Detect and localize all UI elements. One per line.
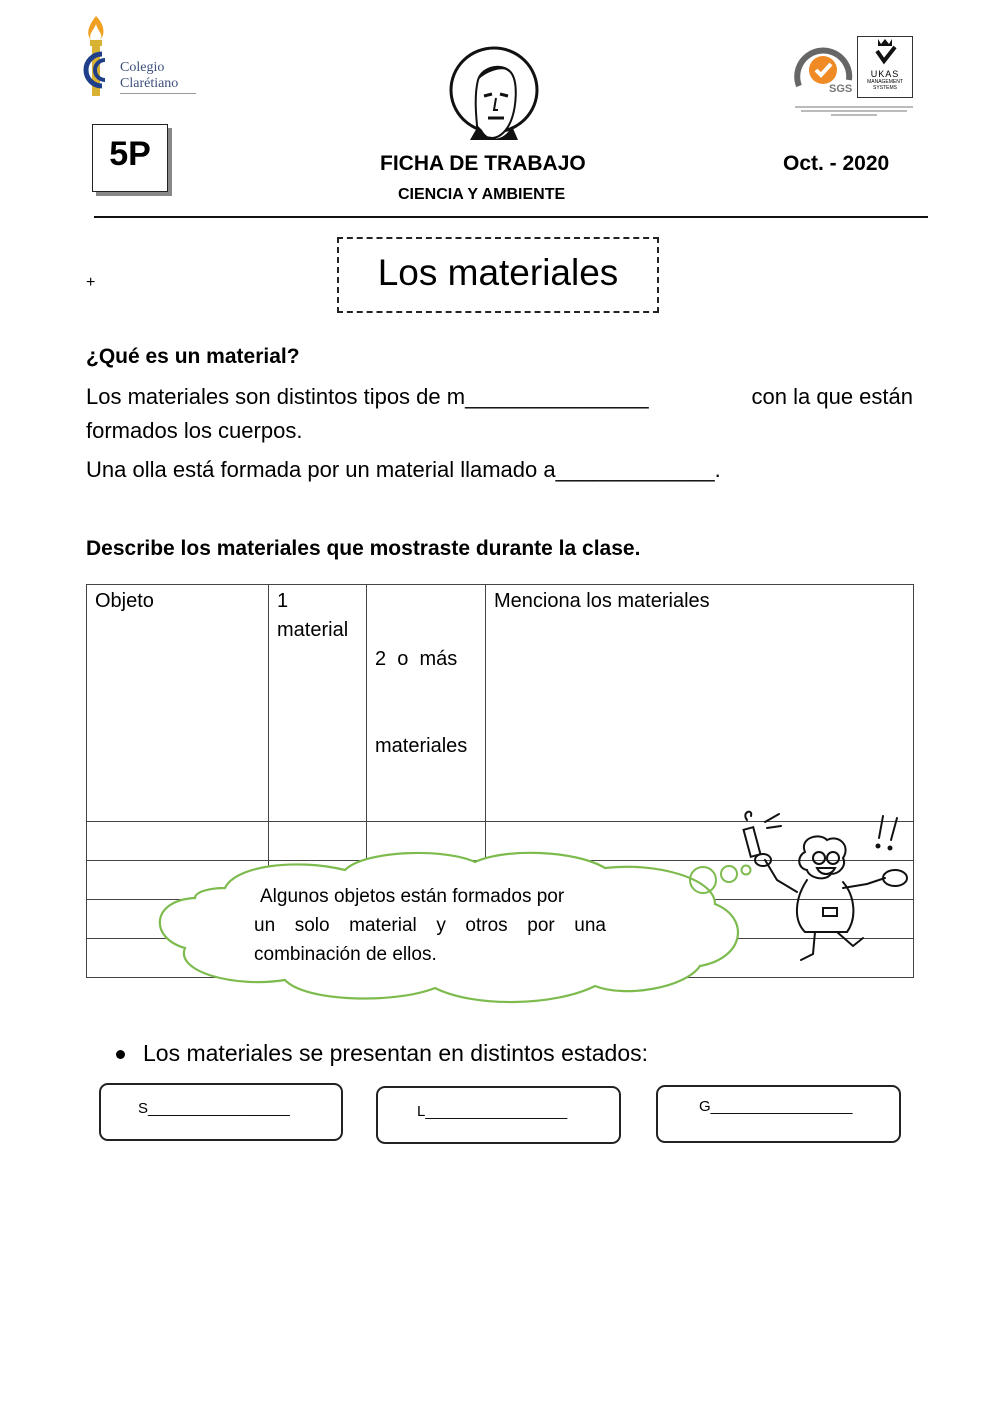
subject-subtitle: CIENCIA Y AMBIENTE: [398, 186, 566, 203]
bullet-icon: [116, 1050, 125, 1059]
ukas-sub2: SYSTEMS: [873, 85, 897, 91]
certification-logos: [793, 36, 918, 122]
ukas-label: UKAS: [870, 69, 900, 79]
blank-a-field[interactable]: _____________: [555, 457, 715, 482]
sgs-cert-icon: [793, 40, 855, 96]
liquid-state-box[interactable]: [376, 1086, 621, 1144]
header-divider: [94, 216, 928, 218]
torch-logo-icon: [78, 14, 114, 100]
cloud-line-3: combinación de ellos.: [254, 944, 437, 965]
gas-blank[interactable]: _________________: [710, 1098, 853, 1115]
logo-text-line2: Clarétiano: [120, 76, 179, 91]
definition-suffix: con la que están: [751, 384, 913, 409]
saint-portrait: [448, 46, 540, 146]
definition-prefix: Los materiales son distintos tipos de m: [86, 384, 466, 409]
solid-state-box[interactable]: [99, 1083, 343, 1141]
header-one-material: [269, 585, 367, 822]
pot-text: Una olla está formada por un material llamado a: [86, 457, 556, 482]
table-header-row: [87, 585, 914, 822]
header-two-line2: materiales: [375, 735, 468, 757]
definition-text-1: [86, 380, 649, 414]
scientist-cartoon-icon: [735, 808, 915, 968]
header-one-line1: 1: [277, 590, 289, 612]
school-logo: [78, 14, 198, 102]
blank-m-field[interactable]: _______________: [465, 384, 649, 409]
cert-fine-print: [795, 104, 913, 118]
page-title: Los materiales: [337, 237, 659, 313]
pot-sentence: [86, 453, 721, 487]
gas-state-box[interactable]: [656, 1085, 901, 1143]
worksheet-date: Oct. - 2020: [783, 152, 890, 175]
states-text: Los materiales se presentan en distintos estados:: [143, 1040, 649, 1066]
portrait-icon: [448, 46, 540, 146]
logo-text-line1: Colegio: [120, 60, 165, 75]
liquid-blank[interactable]: _________________: [425, 1103, 568, 1120]
cloud-line-1: Algunos objetos están formados por: [260, 886, 565, 907]
ukas-sub1: MANAGEMENT: [867, 79, 903, 85]
section1-heading: ¿Qué es un material?: [86, 345, 300, 368]
gas-field[interactable]: [699, 1098, 853, 1115]
solid-blank[interactable]: _________________: [148, 1100, 290, 1117]
header-list-materials: Menciona los materiales: [486, 585, 914, 822]
grade-badge: 5P: [92, 124, 168, 192]
liquid-field[interactable]: [417, 1103, 567, 1120]
section2-heading: Describe los materiales que mostraste durante la clase.: [86, 537, 641, 560]
solid-letter: S: [138, 1100, 149, 1117]
crown-check-icon: [870, 37, 900, 65]
gas-letter: G: [699, 1098, 711, 1115]
liquid-letter: L: [417, 1103, 426, 1120]
definition-text-2: formados los cuerpos.: [86, 418, 303, 443]
ukas-cert: [857, 36, 913, 98]
logo-underline: [120, 93, 196, 94]
cloud-line-2: un solo material y otros por una: [254, 915, 606, 936]
header-one-line2: material: [277, 619, 349, 641]
header-objeto: Objeto: [87, 585, 269, 822]
pot-period: .: [714, 457, 721, 482]
plus-mark: +: [86, 274, 96, 291]
svg-text:SGS: SGS: [829, 83, 853, 95]
states-bullet-item: [116, 1036, 648, 1070]
definition-sentence: [86, 380, 913, 448]
worksheet-title: FICHA DE TRABAJO: [380, 152, 586, 175]
header-two-line1: 2 o más: [375, 648, 458, 670]
solid-field[interactable]: [138, 1100, 290, 1117]
cloud-message: [254, 882, 606, 969]
header-two-or-more: [367, 585, 486, 822]
